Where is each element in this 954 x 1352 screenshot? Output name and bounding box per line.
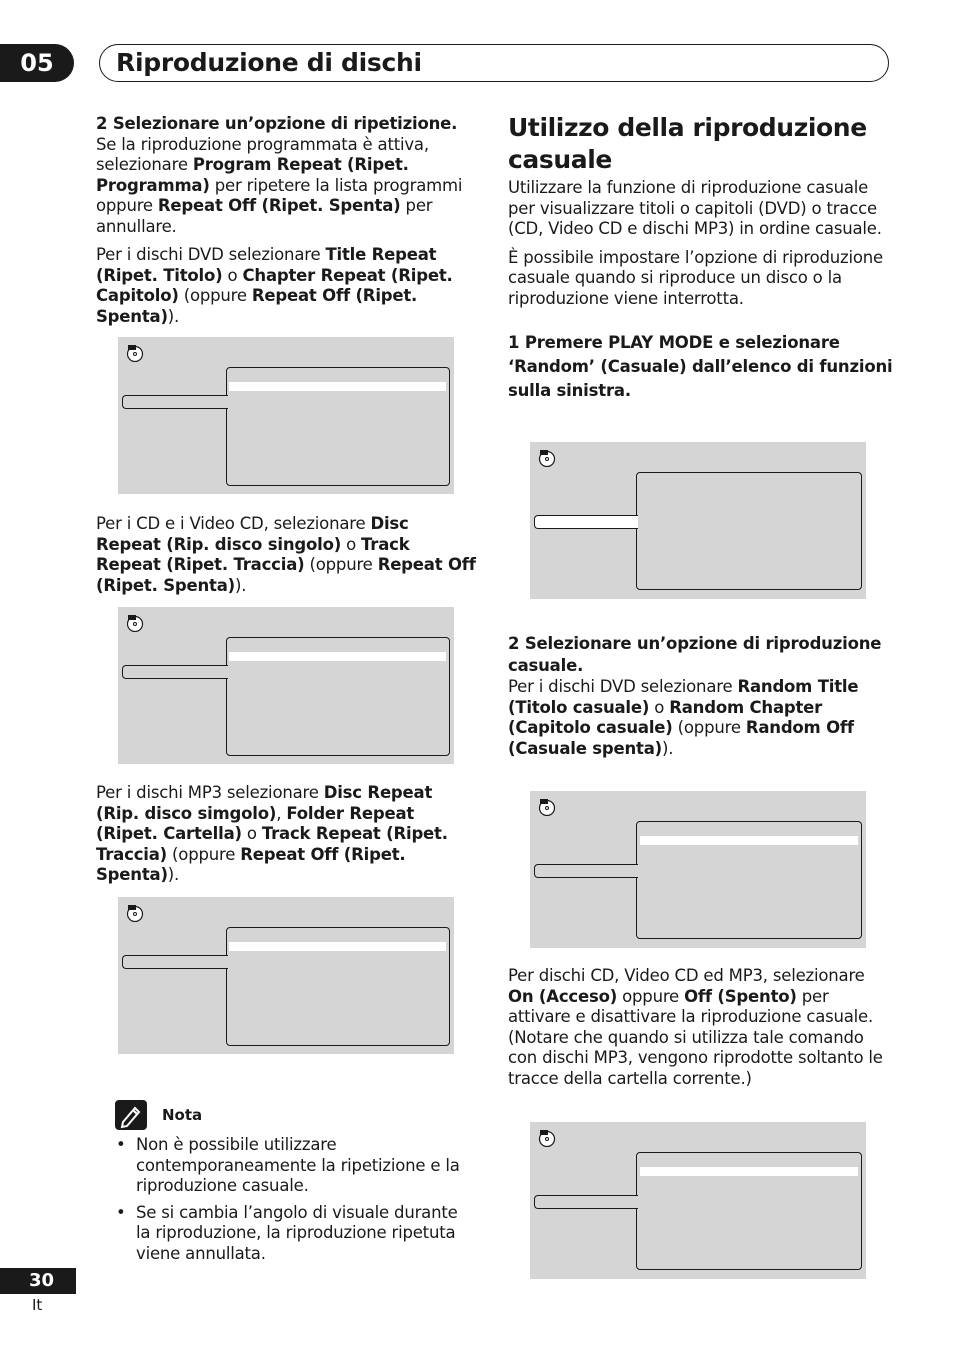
chapter-number-badge: 05 [0, 44, 74, 82]
section-heading-random: Utilizzo della riproduzione casuale [508, 113, 867, 174]
note-list [112, 1135, 474, 1270]
osd-screenshot-random-menu [530, 442, 866, 599]
language-code: It [32, 1296, 43, 1314]
note-label: Nota [162, 1106, 203, 1124]
osd-screenshot-dvd-random [530, 791, 866, 948]
function-list-item [122, 665, 228, 679]
random-intro-1: Utilizzare la funzione di riproduzione casuale per visualizzare titoli o capitoli (DVD) o tracce (CD, Video CD e dischi MP3) in ordine casuale. [508, 178, 882, 238]
selected-option-highlight [640, 836, 858, 845]
note-item: • Se si cambia l’angolo di visuale durante la riproduzione, la riproduzione ripetuta viene annullata. [112, 1203, 474, 1265]
cd-repeat-text: Per i CD e i Video CD, selezionare Disc Repeat (Rip. disco singolo) o Track Repeat (Ripet. Traccia) (oppure Repeat Off (Ripet. Spenta)). [96, 514, 476, 595]
left-column-top [96, 114, 476, 335]
options-panel [636, 472, 862, 590]
osd-screenshot-mp3-repeat [118, 897, 454, 1054]
right-column-top [508, 112, 893, 411]
selected-option-highlight [229, 382, 446, 391]
disc-icon [126, 344, 144, 362]
right-column-step2 [508, 633, 893, 767]
right-column-cd [508, 966, 893, 1097]
selected-option-highlight [640, 1167, 858, 1176]
left-column-mp3 [96, 783, 476, 894]
mp3-repeat-text: Per i dischi MP3 selezionare Disc Repeat (Rip. disco simgolo), Folder Repeat (Ripet. Cartella) o Track Repeat (Ripet. Traccia) (oppure Repeat Off (Ripet. Spenta)). [96, 783, 448, 884]
step-1-random-title: 1 Premere PLAY MODE e selezionare ‘Random’ (Casuale) dall’elenco di funzioni sulla sinistra. [508, 333, 893, 400]
left-column-cd [96, 514, 476, 604]
osd-screenshot-cd-random [530, 1122, 866, 1279]
disc-icon [126, 904, 144, 922]
function-list-item [534, 1195, 638, 1209]
disc-icon [538, 798, 556, 816]
page-number: 30 [0, 1268, 76, 1294]
function-list-item [122, 955, 228, 969]
chapter-title-box [99, 44, 889, 82]
chapter-title: Riproduzione di dischi [116, 48, 422, 77]
function-list-item [534, 864, 638, 878]
random-intro-2: È possibile impostare l’opzione di riproduzione casuale quando si riproduce un disco o la riproduzione viene interrotta. [508, 247, 884, 308]
osd-screenshot-cd-repeat [118, 607, 454, 764]
selected-option-highlight [229, 942, 446, 951]
function-list-item-selected [534, 515, 638, 529]
step-2-random-title: 2 Selezionare un’opzione di riproduzione casuale. [508, 634, 882, 675]
note-item: • Non è possibile utilizzare contemporaneamente la ripetizione e la riproduzione casuale. [112, 1135, 474, 1197]
disc-icon [126, 614, 144, 632]
dvd-random-text: Per i dischi DVD selezionare Random Title (Titolo casuale) o Random Chapter (Capitolo casuale) (oppure Random Off (Casuale spenta)). [508, 677, 859, 758]
disc-icon [538, 1129, 556, 1147]
dvd-repeat-text: Per i dischi DVD selezionare Title Repeat (Ripet. Titolo) o Chapter Repeat (Ripet. Capitolo) (oppure Repeat Off (Ripet. Spenta)). [96, 245, 453, 326]
function-list-item [122, 395, 228, 409]
step-2-repeat-text: Se la riproduzione programmata è attiva, selezionare Program Repeat (Ripet. Programma) per ripetere la lista programmi oppure Repeat Off (Ripet. Spenta) per annullare. [96, 134, 463, 236]
selected-option-highlight [229, 652, 446, 661]
osd-screenshot-dvd-repeat [118, 337, 454, 494]
step-2-repeat-title: 2 Selezionare un’opzione di ripetizione. [96, 114, 458, 133]
disc-icon [538, 449, 556, 467]
cd-random-text: Per dischi CD, Video CD ed MP3, selezionare On (Acceso) oppure Off (Spento) per attivare e disattivare la riproduzione casuale. (Notare che quando si utilizza tale comando con dischi MP3, vengono riprodotte soltanto le tracce della cartella corrente.) [508, 966, 883, 1088]
note-pencil-icon [115, 1100, 147, 1130]
